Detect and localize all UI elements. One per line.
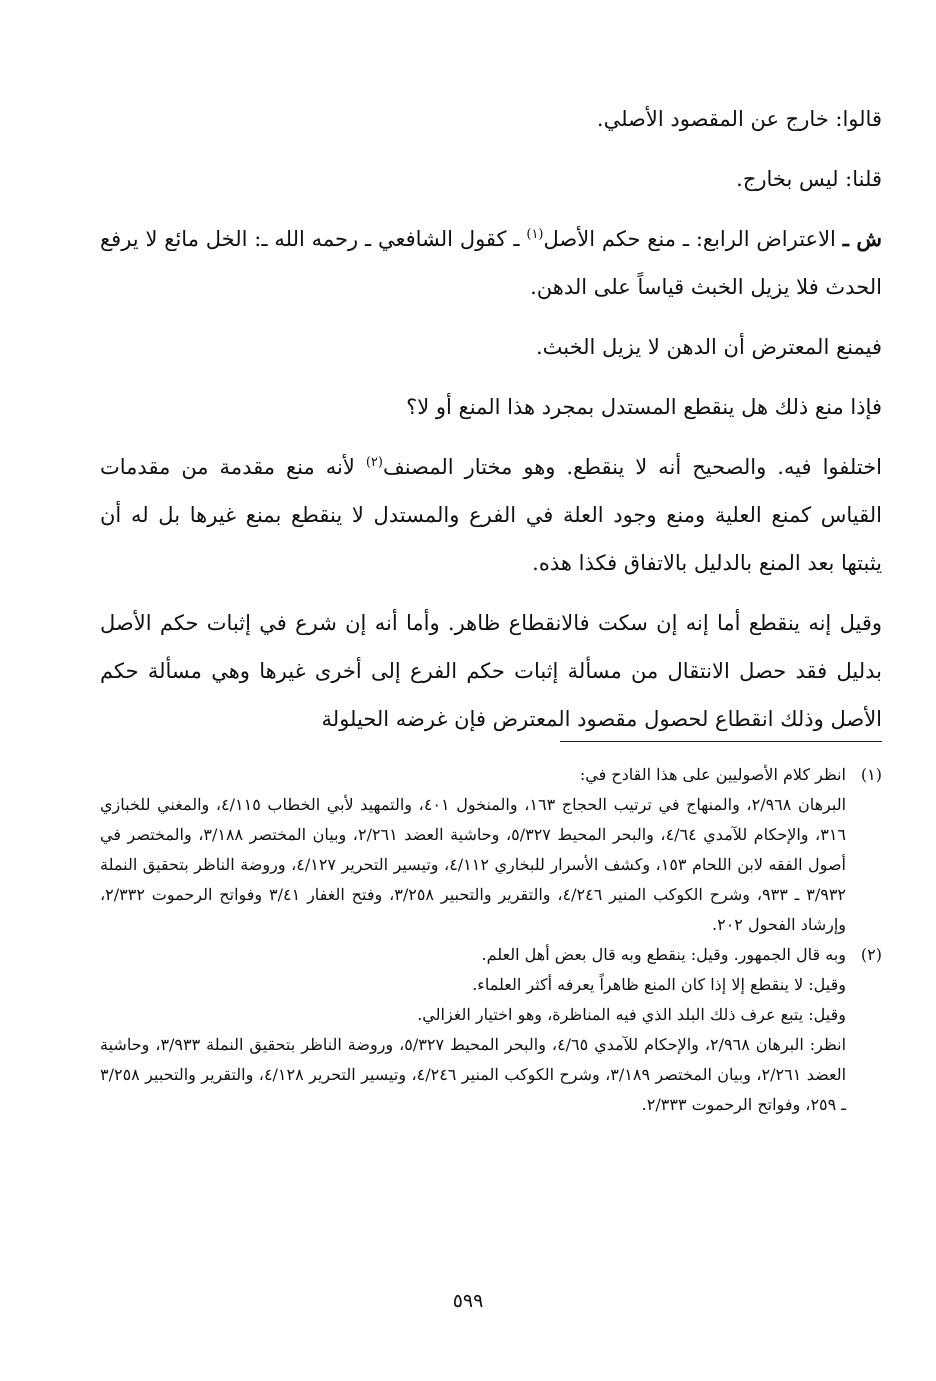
paragraph-text: الاعتراض الرابع: ـ منع حكم الأصل — [543, 227, 843, 251]
footnote-ref-2[interactable]: (٢) — [365, 455, 383, 470]
footnote-2-line: وقيل: لا ينقطع إلا إذا كان المنع ظاهراً يعرفه أكثر العلماء. — [472, 975, 846, 994]
paragraph-objection: قالوا: خارج عن المقصود الأصلي. — [596, 107, 882, 131]
footnote-1-text: انظر كلام الأصوليين على هذا القادح في: — [579, 765, 846, 784]
footnote-1-number: (١) — [860, 765, 882, 784]
footnote-2-text: وبه قال الجمهور. وقيل: ينقطع وبه قال بعض أهل العلم. — [481, 945, 846, 964]
page-number: ٥٩٩ — [452, 1290, 484, 1312]
footnotes — [100, 760, 882, 1120]
paragraph-opinion: وقيل إنه ينقطع أما إنه إن سكت فالانقطاع ظاهر. وأما أنه إن شرع في إثبات حكم الأصل بدليل فقد حصل الانتقال من مسألة إثبات حكم الفرع إلى أخرى غيرها وهي مسألة حكم الأصل وذلك انقطاع لحصول مقصود المعترض فإن غرضه الحيلولة — [100, 611, 882, 731]
footnote-ref-1[interactable]: (١) — [526, 227, 544, 242]
paragraph-text: لأنه منع مقدمة من مقدمات القياس كمنع العلية ومنع وجود العلة في الفرع والمستدل لا ينقطع بمنع غيرها بل له أن يثبتها بعد المنع بالدليل بالاتفاق فكذا هذه. — [100, 455, 882, 575]
footnote-2-number: (٢) — [860, 945, 882, 964]
commentary-marker: ش ـ — [842, 226, 882, 251]
footnote-1-header — [100, 760, 882, 790]
paragraph-question: فإذا منع ذلك هل ينقطع المستدل بمجرد هذا المنع أو لا؟ — [406, 395, 882, 419]
footnote-divider — [560, 741, 882, 742]
footnote-2-line: وقيل: يتبع عرف ذلك البلد الذي فيه المناظرة، وهو اختيار الغزالي. — [417, 1005, 846, 1024]
paragraph-prevent: فيمنع المعترض أن الدهن لا يزيل الخبث. — [535, 335, 882, 359]
paragraph-text: ـ كقول الشافعي ـ رحمه الله ـ: الخل مائع لا يرفع الحدث فلا يزيل الخبث قياساً على الدهن. — [100, 227, 882, 299]
paragraph-fourth-objection — [100, 215, 882, 311]
footnote-2-body: انظر: البرهان ٢/٩٦٨، والإحكام للآمدي ٤/٦٥، والبحر المحيط ٥/٣٢٧، وروضة الناظر بتحقيق النملة ٣/٩٣٣، وحاشية العضد ٢/٢٦١، وبيان المختصر ٣/١٨٩، وشرح الكوكب المنير ٤/٢٤٦، وتيسير التحرير ٤/١٢٨، والتقرير والتحبير ٣/٢٥٨ ـ ٢٥٩، وفواتح الرحموت ٢/٣٣٣. — [100, 1035, 847, 1114]
paragraph-disagreement — [100, 443, 882, 587]
footnote-1-body: البرهان ٢/٩٦٨، والمنهاج في ترتيب الحجاج ١٦٣، والمنخول ٤٠١، والتمهيد لأبي الخطاب ٤/١١٥، والمغني للخبازي ٣١٦، والإحكام للآمدي ٤/٦٤، والبحر المحيط ٥/٣٢٧، وحاشية العضد ٢/٢٦١، وبيان المختصر ٣/١٨٨، والمختصر في أصول الفقه لابن اللحام ١٥٣، وكشف الأسرار للبخاري ٤/١١٢، وتيسير التحرير ٤/١٢٧، وروضة الناظر بتحقيق النملة ٣/٩٣٢ ـ ٩٣٣، وشرح الكوكب المنير ٤/٢٤٦، والتقرير والتحبير ٣/٢٥٨، وفتح الغفار ٣/٤١ وفواتح الرحموت ٢/٣٣٢، وإرشاد الفحول ٢٠٢. — [100, 795, 847, 934]
main-text — [100, 95, 882, 743]
footnote-2-header — [100, 940, 882, 970]
paragraph-reply: قلنا: ليس بخارج. — [736, 167, 882, 191]
paragraph-text: اختلفوا فيه. والصحيح أنه لا ينقطع. وهو مختار المصنف — [382, 455, 883, 479]
